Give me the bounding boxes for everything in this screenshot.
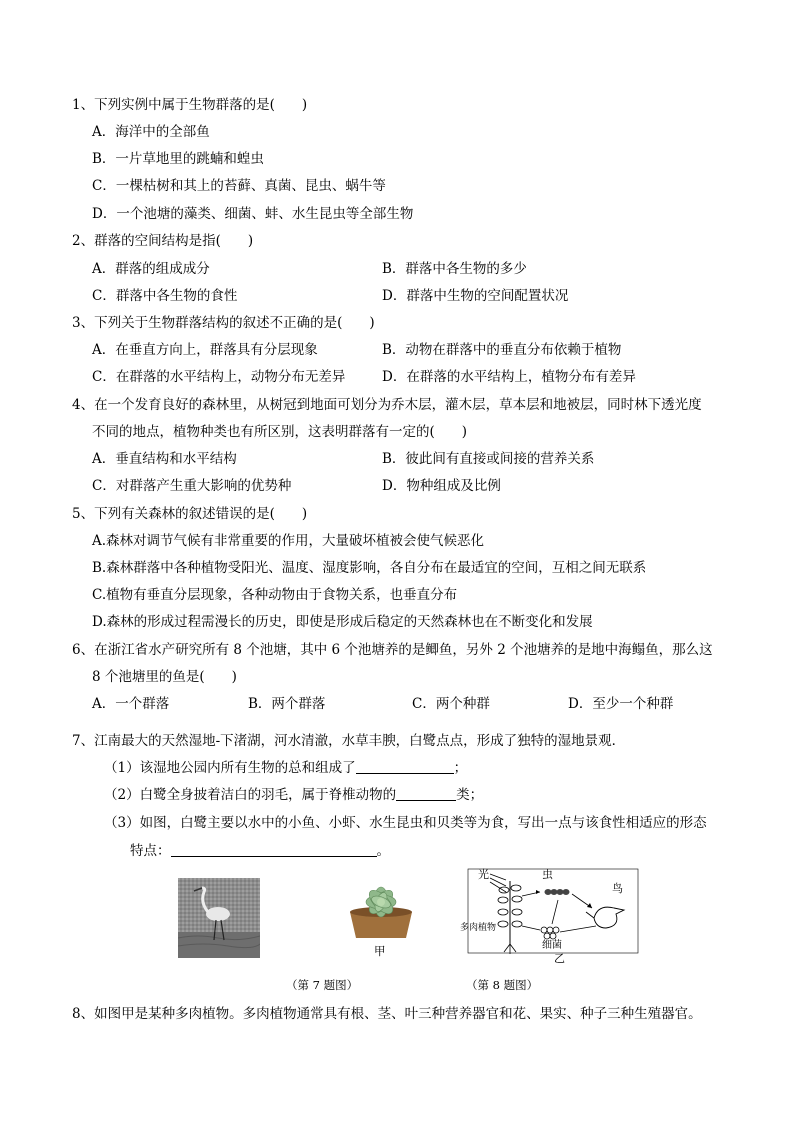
q7-sub1 — [104, 759, 467, 777]
q1-option-b: B．一片草地里的跳蝻和蝗虫 — [92, 151, 264, 167]
q7-sub1-text: （1）该湿地公园内所有生物的总和组成了 — [104, 760, 356, 776]
q4-stem-line1: 4、在一个发育良好的森林里，从树冠到地面可划分为乔木层，灌木层，草本层和地被层，同时林下透光度 — [72, 397, 702, 413]
q4-stem-line2: 不同的地点，植物种类也有所区别，这表明群落有一定的( ) — [92, 424, 468, 440]
q2-option-d: D．群落中生物的空间配置状况 — [382, 288, 569, 304]
q7-sub1-end: ； — [453, 760, 468, 776]
q6-option-b: B．两个群落 — [248, 696, 326, 712]
food-web-label-yi: 乙 — [554, 952, 565, 965]
q2-option-a: A．群落的组成成分 — [92, 261, 210, 277]
egret-photo — [178, 878, 260, 958]
food-web-label-bird: 鸟 — [612, 882, 623, 895]
q7-stem: 7、江南最大的天然湿地-下渚湖，河水清澈，水草丰腴，白鹭点点，形成了独特的湿地景观． — [72, 733, 626, 749]
q7-sub3-end: 。 — [376, 843, 390, 859]
q7-sub3-line2 — [130, 842, 390, 860]
q4-option-d: D．物种组成及比例 — [382, 478, 501, 494]
q2-option-c: C．群落中各生物的食性 — [92, 288, 238, 304]
q7-sub2-end: 类； — [456, 787, 484, 803]
q4-option-a: A．垂直结构和水平结构 — [92, 451, 237, 467]
figure-7-caption: （第 7 题图） — [286, 978, 359, 992]
food-web-label-insect: 虫 — [542, 868, 553, 881]
q3-stem: 3、下列关于生物群落结构的叙述不正确的是( ) — [72, 315, 375, 331]
q7-sub2 — [104, 786, 483, 804]
q7-blank-2[interactable] — [396, 786, 456, 801]
q5-option-b: B.森林群落中各种植物受阳光、温度、湿度影响，各自分布在最适宜的空间，互相之间无联系 — [92, 560, 647, 576]
q5-option-a: A.森林对调节气候有非常重要的作用，大量破坏植被会使气候恶化 — [92, 533, 485, 549]
q4-option-b: B．彼此间有直接或间接的营养关系 — [382, 451, 595, 467]
q6-option-c: C．两个种群 — [412, 696, 490, 712]
q2-stem: 2、群落的空间结构是指( ) — [72, 233, 254, 249]
q3-option-b: B．动物在群落中的垂直分布依赖于植物 — [382, 342, 622, 358]
food-web-label-bacteria: 细菌 — [542, 940, 562, 951]
q5-option-c: C.植物有垂直分层现象，各种动物由于食物关系，也垂直分布 — [92, 587, 458, 603]
q7-sub3-line1: （3）如图，白鹭主要以水中的小鱼、小虾、水生昆虫和贝类等为食，写出一点与该食性相适应的形态 — [104, 815, 707, 831]
q1-option-c: C．一棵枯树和其上的苔藓、真菌、昆虫、蜗牛等 — [92, 178, 386, 194]
q3-option-a: A．在垂直方向上，群落具有分层现象 — [92, 342, 318, 358]
q6-stem-line1: 6、在浙江省水产研究所有 8 个池塘，其中 6 个池塘养的是鲫鱼，另外 2 个池塘养的是地中海鳎鱼，那么这 — [72, 642, 713, 658]
food-web-label-plant: 多肉植物 — [460, 923, 497, 933]
q6-option-d: D．至少一个种群 — [568, 696, 674, 712]
q5-option-d: D.森林的形成过程需漫长的历史，即使是形成后稳定的天然森林也在不断变化和发展 — [92, 614, 593, 630]
succulent-photo — [346, 872, 416, 940]
q6-stem-line2: 8 个池塘里的鱼是( ) — [92, 669, 237, 685]
q8-stem: 8、如图甲是某种多肉植物。多肉植物通常具有根、茎、叶三种营养器官和花、果实、种子三种生殖器官。 — [72, 1006, 702, 1022]
q3-option-c: C．在群落的水平结构上，动物分布无差异 — [92, 369, 346, 385]
q7-blank-1[interactable] — [356, 759, 454, 774]
q7-sub3-text: 特点： — [130, 843, 171, 859]
q2-option-b: B．群落中各生物的多少 — [382, 261, 527, 277]
q3-option-d: D．在群落的水平结构上，植物分布有差异 — [382, 369, 636, 385]
q1-option-d: D．一个池塘的藻类、细菌、蚌、水生昆虫等全部生物 — [92, 206, 414, 222]
q4-option-c: C．对群落产生重大影响的优势种 — [92, 478, 292, 494]
food-web-label-light: 光 — [478, 868, 489, 881]
label-jia: 甲 — [374, 944, 386, 958]
q5-stem: 5、下列有关森林的叙述错误的是( ) — [72, 506, 308, 522]
figure-8-caption: （第 8 题图） — [466, 978, 539, 992]
q1-option-a: A．海洋中的全部鱼 — [92, 124, 210, 140]
q7-sub2-text: （2）白鹭全身披着洁白的羽毛，属于脊椎动物的 — [104, 787, 397, 803]
q1-stem: 1、下列实例中属于生物群落的是( ) — [72, 97, 308, 113]
q6-option-a: A．一个群落 — [92, 696, 170, 712]
food-web-diagram — [458, 866, 640, 966]
q7-blank-3[interactable] — [171, 842, 377, 857]
